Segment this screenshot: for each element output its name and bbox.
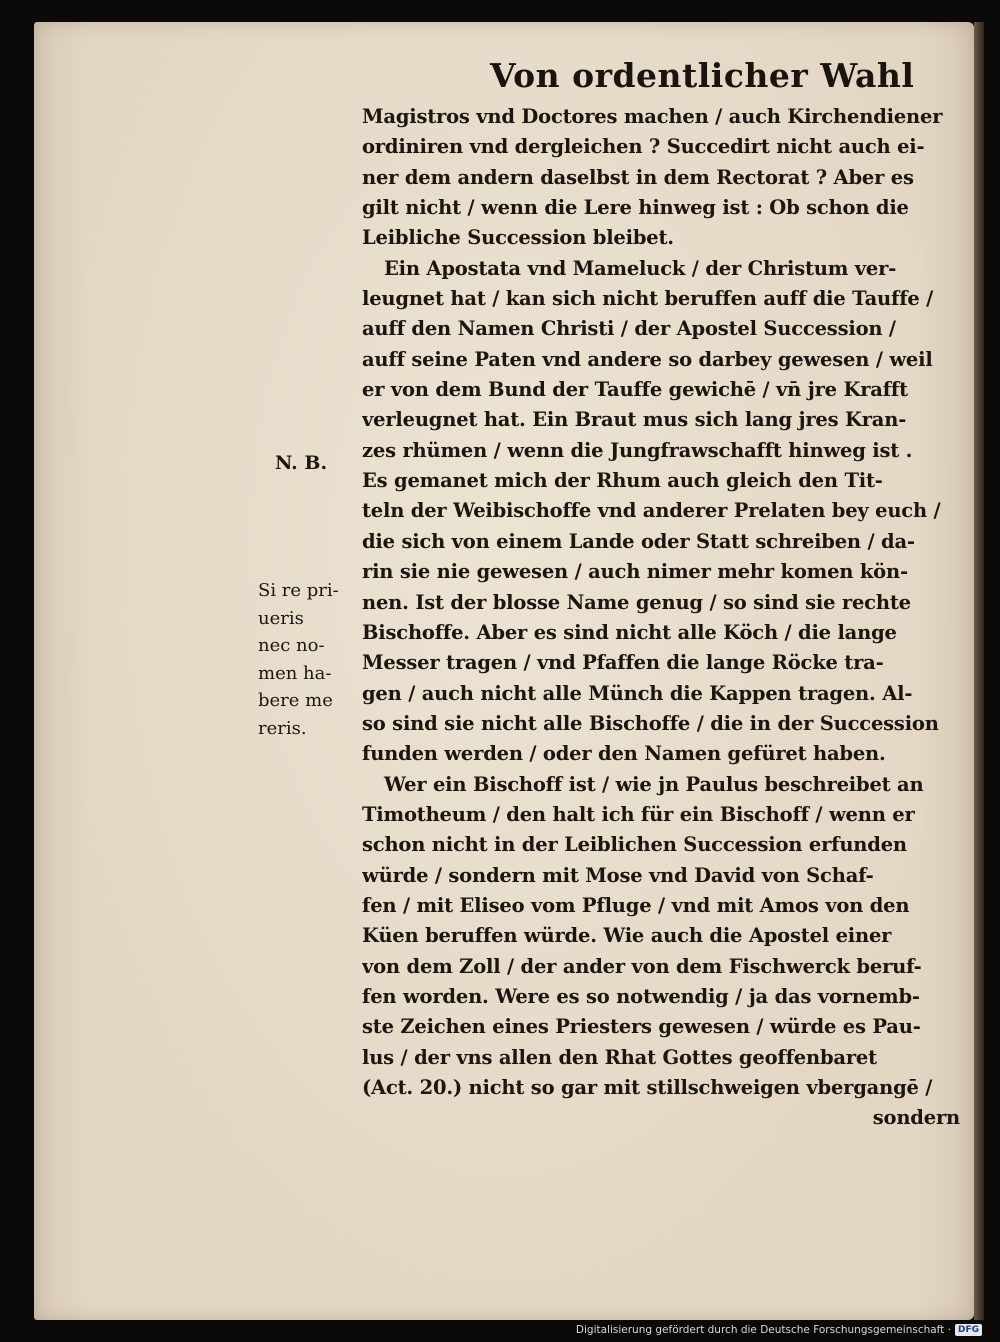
text-line: Leibliche Succession bleibet. [362, 226, 674, 250]
marginal-note-line: nec no- [258, 635, 325, 656]
text-line: zes rhümen / wenn die Jungfrawschafft hinweg ist . [362, 438, 913, 462]
running-head: Von ordentlicher Wahl [490, 56, 915, 95]
text-line: schon nicht in der Leiblichen Succession erfunden [362, 833, 907, 857]
text-line: ordiniren vnd dergleichen ? Succedirt nicht auch ei- [362, 135, 925, 159]
text-line: Ein Apostata vnd Mameluck / der Christum ver- [384, 256, 897, 280]
text-line: so sind sie nicht alle Bischoffe / die in der Succession [362, 711, 939, 735]
text-line: auff den Namen Christi / der Apostel Succession / [362, 317, 896, 341]
text-line: Es gemanet mich der Rhum auch gleich den Tit- [362, 469, 883, 493]
text-line: teln der Weibischoffe vnd anderer Prelaten bey euch / [362, 499, 941, 523]
text-line: leugnet hat / kan sich nicht beruffen auff die Tauffe / [362, 287, 934, 311]
text-line: ste Zeichen eines Priesters gewesen / würde es Pau- [362, 1015, 921, 1039]
text-line: Messer tragen / vnd Pfaffen die lange Röcke tra- [362, 651, 884, 675]
marginal-nota-bene: N. B. [275, 452, 328, 474]
text-line: Küen beruffen würde. Wie auch die Apostel einer [362, 924, 892, 948]
text-line: von dem Zoll / der ander von dem Fischwerck beruf- [362, 954, 922, 978]
text-line: die sich von einem Lande oder Statt schreiben / da- [362, 529, 915, 553]
marginal-note-line: ueris [258, 607, 304, 629]
catchword: sondern [872, 1106, 960, 1130]
marginal-note-line: men ha- [258, 662, 332, 684]
text-line: nen. Ist der blosse Name genug / so sind sie rechte [362, 590, 911, 614]
marginal-note [258, 577, 368, 742]
text-line: Magistros vnd Doctores machen / auch Kirchendiener [362, 105, 943, 128]
text-line: fen worden. Were es so notwendig / ja das vornemb- [362, 984, 920, 1008]
text-line: verleugnet hat. Ein Braut mus sich lang jres Kran- [362, 408, 907, 432]
text-line: er von dem Bund der Tauffe gewichē / vn̄ jre Krafft [362, 378, 908, 402]
body-text [362, 102, 960, 1134]
credit-text: Digitalisierung gefördert durch die Deutsche Forschungsgemeinschaft · [575, 1324, 951, 1336]
text-line: (Act. 20.) nicht so gar mit stillschweigen vbergangē / [362, 1076, 933, 1099]
dfg-logo-icon: DFG [955, 1324, 982, 1336]
text-line: ner dem andern daselbst in dem Rectorat ? Aber es [362, 165, 914, 189]
page-edge [974, 22, 984, 1320]
digitization-credit [576, 1322, 982, 1338]
text-line: auff seine Paten vnd andere so darbey gewesen / weil [362, 347, 933, 371]
text-line: Wer ein Bischoff ist / wie jn Paulus beschreibet an [384, 772, 924, 796]
text-line: gilt nicht / wenn die Lere hinweg ist : Ob schon die [362, 196, 909, 220]
marginal-note-line: Si re pri- [258, 580, 339, 601]
text-line: Bischoffe. Aber es sind nicht alle Köch / die lange [362, 620, 897, 644]
marginal-note-line: bere me [258, 690, 333, 711]
marginal-note-line: reris. [258, 717, 307, 739]
text-line: rin sie nie gewesen / auch nimer mehr komen kön- [362, 560, 908, 584]
text-line: funden werden / oder den Namen gefüret haben. [362, 742, 886, 766]
text-line: würde / sondern mit Mose vnd David von Schaf- [362, 863, 874, 887]
text-line: fen / mit Eliseo vom Pfluge / vnd mit Amos von den [362, 893, 910, 917]
text-line: lus / der vns allen den Rhat Gottes geoffenbaret [362, 1045, 877, 1069]
text-line: Timotheum / den halt ich für ein Bischoff / wenn er [362, 802, 915, 826]
text-line: gen / auch nicht alle Münch die Kappen tragen. Al- [362, 681, 913, 705]
